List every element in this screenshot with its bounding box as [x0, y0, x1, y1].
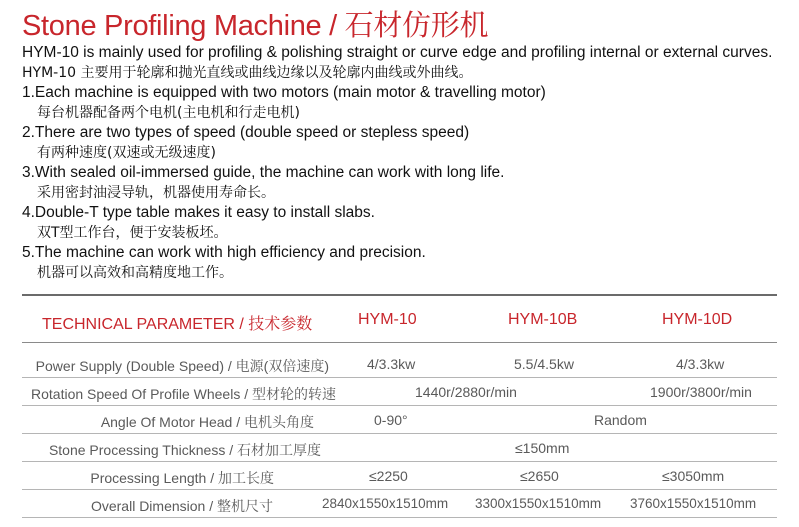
feature-5-en: 5.The machine can work with high efficiency and precision. — [22, 244, 426, 261]
row-motor-head-angle-hym10b-hym10d: Random — [594, 412, 647, 428]
row-processing-thickness-label: Stone Processing Thickness / 石材加工厚度 — [48, 442, 321, 458]
row-divider — [22, 489, 777, 490]
row-processing-thickness-all: ≤150mm — [515, 440, 570, 456]
intro-en: HYM-10 is mainly used for profiling & polishing straight or curve edge and profiling internal or external curves. — [22, 44, 773, 61]
table-top-divider — [22, 294, 777, 296]
row-processing-length-label: Processing Length / 加工长度 — [90, 470, 274, 486]
feature-5-cn: 机器可以高效和高精度地工作。 — [37, 265, 233, 281]
row-divider — [22, 377, 777, 378]
row-rotation-speed-label: Rotation Speed Of Profile Wheels / 型材轮的转速 — [31, 386, 336, 402]
row-rotation-speed-hym10-hym10b: 1440r/2880r/min — [415, 384, 517, 400]
row-overall-dimension-label: Overall Dimension / 整机尺寸 — [90, 498, 273, 514]
feature-2-en: 2.There are two types of speed (double speed or stepless speed) — [22, 124, 470, 141]
row-motor-head-angle-label: Angle Of Motor Head / 电机头角度 — [100, 414, 314, 430]
table-header-divider — [22, 342, 777, 343]
row-divider — [22, 461, 777, 462]
row-power-supply-hym10: 4/3.3kw — [367, 356, 416, 372]
row-divider — [22, 405, 777, 406]
feature-3-en: 3.With sealed oil-immersed guide, the machine can work with long life. — [22, 164, 505, 181]
row-overall-dimension-hym10: 2840x1550x1510mm — [322, 496, 449, 511]
row-power-supply-label: Power Supply (Double Speed) / 电源(双倍速度) — [35, 358, 329, 374]
table-header-model-3: HYM-10D — [662, 311, 733, 328]
feature-1-cn: 每台机器配备两个电机(主电机和行走电机) — [37, 105, 300, 121]
feature-3-cn: 采用密封油浸导轨，机器使用寿命长。 — [37, 185, 275, 201]
row-overall-dimension-hym10b: 3300x1550x1510mm — [475, 496, 602, 511]
table-header-model-1: HYM-10 — [358, 311, 417, 328]
feature-4-en: 4.Double-T type table makes it easy to install slabs. — [22, 204, 375, 221]
row-rotation-speed-hym10d: 1900r/3800r/min — [650, 384, 752, 400]
feature-1-en: 1.Each machine is equipped with two motors (main motor & travelling motor) — [22, 84, 546, 101]
row-divider — [22, 433, 777, 434]
row-processing-length-hym10d: ≤3050mm — [662, 468, 725, 484]
intro-block — [22, 43, 792, 283]
table-header-model-2: HYM-10B — [508, 311, 578, 328]
row-overall-dimension-hym10d: 3760x1550x1510mm — [630, 496, 757, 511]
feature-4-cn: 双T型工作台，便于安装板坯。 — [37, 225, 228, 241]
intro-cn: HYM-10 主要用于轮廓和抛光直线或曲线边缘以及轮廓内曲线或外曲线。 — [22, 65, 473, 81]
row-power-supply-hym10d: 4/3.3kw — [676, 356, 725, 372]
page-title: Stone Profiling Machine / 石材仿形机 — [22, 10, 489, 42]
row-motor-head-angle-hym10: 0-90° — [374, 412, 408, 428]
row-divider — [22, 517, 777, 518]
row-processing-length-hym10b: ≤2650 — [520, 468, 559, 484]
table-header-parameter: TECHNICAL PARAMETER / 技术参数 — [42, 316, 313, 333]
row-processing-length-hym10: ≤2250 — [369, 468, 408, 484]
feature-2-cn: 有两种速度(双速或无级速度) — [37, 145, 216, 161]
row-power-supply-hym10b: 5.5/4.5kw — [514, 356, 574, 372]
